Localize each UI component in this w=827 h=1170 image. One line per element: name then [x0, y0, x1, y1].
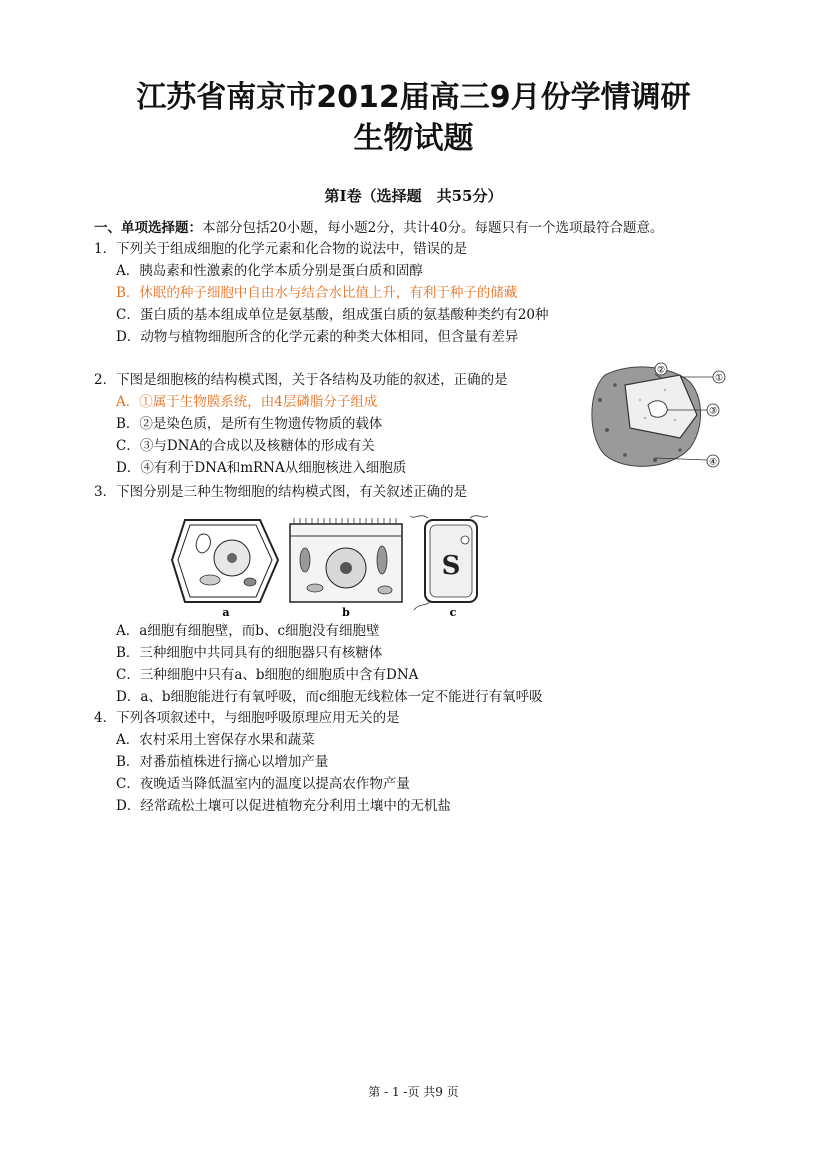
question-2-option-c: C．③与DNA的合成以及核糖体的形成有关 — [116, 438, 375, 454]
cell-b-animal — [290, 518, 402, 602]
document-title-line2: 生物试题 — [353, 121, 474, 156]
question-3-option-c: C．三种细胞中只有a、b细胞的细胞质中含有DNA — [116, 667, 419, 683]
cell-a-plant — [172, 520, 278, 602]
three-cells-figure — [170, 510, 500, 622]
page-footer: 第 - 1 -页 共9 页 — [368, 1085, 459, 1099]
question-4-option-d: D．经常疏松土壤可以促进植物充分利用土壤中的无机盐 — [116, 798, 451, 814]
cell-c-label: c — [449, 606, 457, 619]
question-4-option-c: C．夜晚适当降低温室内的温度以提高农作物产量 — [116, 776, 410, 792]
instructions — [94, 219, 663, 237]
question-4-stem: 4．下列各项叙述中，与细胞呼吸原理应用无关的是 — [94, 710, 400, 726]
nucleus-label-1: ① — [714, 373, 724, 384]
cell-c-bacterium — [410, 516, 488, 610]
cell-b-label: b — [342, 606, 350, 619]
question-1-option-c: C．蛋白质的基本组成单位是氨基酸，组成蛋白质的氨基酸种类约有20种 — [116, 307, 549, 323]
nucleus-label-3: ③ — [708, 406, 718, 417]
cell-a-label: a — [222, 606, 230, 619]
question-1-option-b: B．休眠的种子细胞中自由水与结合水比值上升，有利于种子的储藏 — [116, 285, 518, 301]
question-3-option-b: B．三种细胞中共同具有的细胞器只有核糖体 — [116, 645, 383, 661]
document-title-line1: 江苏省南京市2012届高三9月份学情调研 — [136, 80, 691, 115]
section-title: 第Ⅰ卷（选择题 共55分） — [324, 187, 503, 205]
bacterium-nucleoid-glyph: S — [441, 551, 461, 581]
question-2-option-b: B．②是染色质，是所有生物遗传物质的载体 — [116, 416, 383, 432]
question-2-stem: 2．下图是细胞核的结构模式图，关于各结构及功能的叙述，正确的是 — [94, 372, 508, 388]
question-1-option-d: D．动物与植物细胞所含的化学元素的种类大体相同，但含量有差异 — [116, 329, 519, 345]
instructions-heading: 一、单项选择题： — [94, 220, 202, 236]
question-1-stem: 1．下列关于组成细胞的化学元素和化合物的说法中，错误的是 — [94, 241, 468, 257]
question-3-option-d: D．a、b细胞能进行有氧呼吸，而c细胞无线粒体一定不能进行有氧呼吸 — [116, 689, 543, 705]
question-4-option-a: A．农村采用土窖保存水果和蔬菜 — [116, 732, 315, 748]
question-2-option-a: A．①属于生物膜系统，由4层磷脂分子组成 — [116, 394, 378, 410]
nucleus-label-2: ② — [656, 365, 666, 376]
instructions-text: 本部分包括20小题，每小题2分，共计40分。每题只有一个选项最符合题意。 — [202, 220, 664, 236]
question-4-option-b: B．对番茄植株进行摘心以增加产量 — [116, 754, 329, 770]
nucleus-structure-figure — [585, 360, 745, 475]
nucleus-label-4: ④ — [708, 457, 718, 468]
question-1-option-a: A．胰岛素和性激素的化学本质分别是蛋白质和固醇 — [116, 263, 423, 279]
question-3-stem: 3．下图分别是三种生物细胞的结构模式图，有关叙述正确的是 — [94, 484, 468, 500]
question-3-option-a: A．a细胞有细胞壁，而b、c细胞没有细胞壁 — [116, 623, 380, 639]
question-2-option-d: D．④有利于DNA和mRNA从细胞核进入细胞质 — [116, 460, 407, 476]
